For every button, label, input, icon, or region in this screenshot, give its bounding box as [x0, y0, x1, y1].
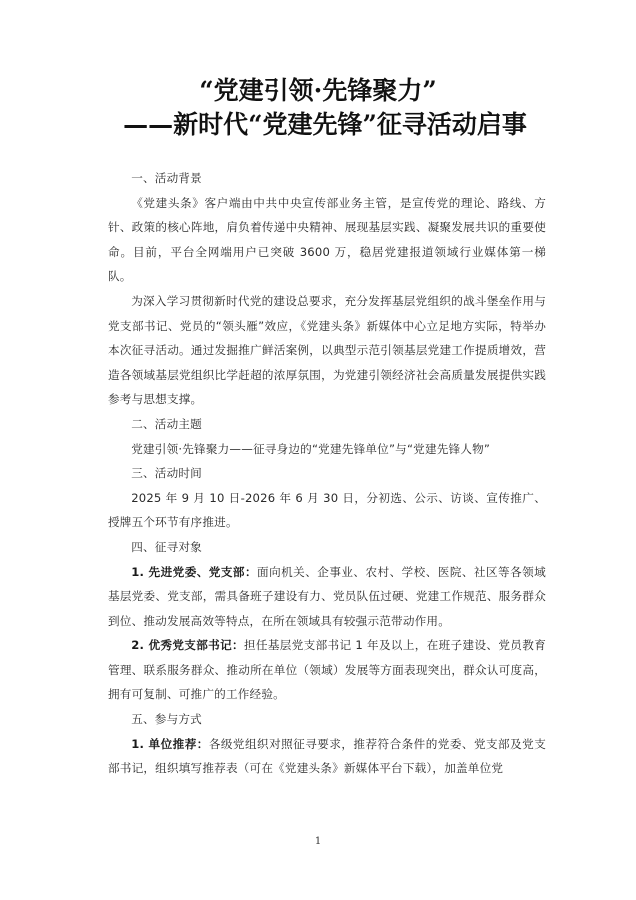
section-heading-theme: 二、活动主题: [131, 416, 202, 431]
section-heading-participation: 五、参与方式: [131, 712, 202, 727]
section-heading-time: 三、活动时间: [131, 466, 202, 481]
participation-item-1-text: 各级党组织对照征寻要求，推荐符合条件的党委、党支部及党支部书记，组织填写推荐表（可在《党建头条》新媒体平台下载），加盖单位党: [108, 736, 546, 776]
document-title-line2: ——新时代“党建先锋”征寻活动启事: [123, 110, 527, 139]
target-item-2-label: 2. 优秀党支部书记：: [131, 638, 244, 653]
theme-text: 党建引领·先锋聚力——征寻身边的“党建先锋单位”与“党建先锋人物”: [131, 441, 491, 456]
target-item-2-text: 担任基层党支部书记 1 年及以上，在班子建设、党员教育管理、联系服务群众、推动所在单位（领域）发展等方面表现突出，群众认可度高，拥有可复制、可推广的工作经验。: [108, 638, 546, 702]
section-heading-targets: 四、征寻对象: [131, 539, 202, 554]
section-heading-background: 一、活动背景: [131, 171, 202, 185]
document-title-line1: “党建引领·先锋聚力”: [199, 76, 437, 105]
target-item-1: [108, 560, 546, 634]
background-paragraph-2: 为深入学习贯彻新时代党的建设总要求，充分发挥基层党组织的战斗堡垒作用与党支部书记、党员的“领头雁”效应，《党建头条》新媒体中心立足地方实际，特举办本次征寻活动。通过发掘推广鲜活案例，以典型示范引领基层党建工作提质增效，营造各领域基层党组织比学赶超的浓厚氛围，为党建引领经济社会高质量发展提供实践参考与思想支撑。: [108, 293, 546, 407]
participation-item-1-label: 1. 单位推荐：: [131, 736, 209, 751]
document-body: [108, 166, 546, 781]
participation-item-1: [108, 732, 546, 781]
target-item-2: [108, 633, 546, 707]
page-number: 1: [314, 836, 322, 847]
target-item-1-label: 1. 先进党委、党支部：: [131, 564, 258, 579]
background-paragraph-1: 《党建头条》客户端由中共中央宣传部业务主管，是宣传党的理论、路线、方针、政策的核心阵地，肩负着传递中央精神、展现基层实践、凝聚发展共识的重要使命。目前，平台全网端用户已突破 3600 万，稳居党建报道领域行业媒体第一梯队。: [108, 195, 546, 284]
target-item-1-text: 面向机关、企事业、农村、学校、医院、社区等各领域基层党委、党支部，需具备班子建设有力、党员队伍过硬、党建工作规范、服务群众到位、推动发展高效等特点，在所在领域具有较强示范带动作用。: [108, 564, 546, 628]
time-text: 2025 年 9 月 10 日-2026 年 6 月 30 日，分初选、公示、访谈、宣传推广、授牌五个环节有序推进。: [108, 490, 546, 530]
